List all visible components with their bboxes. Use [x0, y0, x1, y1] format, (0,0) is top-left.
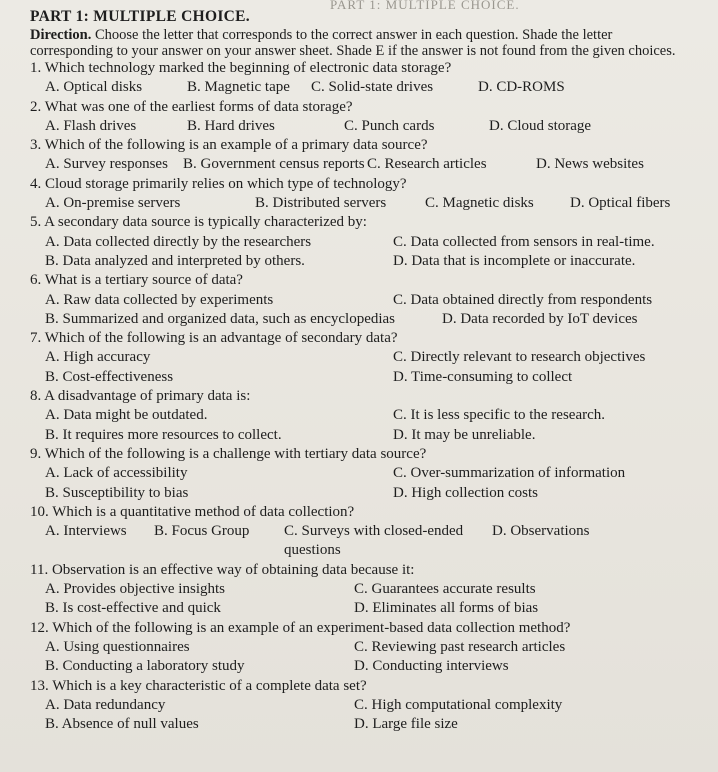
- option-13a: A. Data redundancy: [45, 696, 166, 713]
- question-13: 13. Which is a key characteristic of a complete data set?: [30, 677, 367, 694]
- option-4c: C. Magnetic disks: [425, 195, 534, 212]
- option-6c: C. Data obtained directly from respondents: [393, 291, 653, 308]
- option-10b: B. Focus Group: [154, 523, 250, 540]
- option-13b: B. Absence of null values: [45, 716, 199, 733]
- options-9: [30, 464, 710, 503]
- option-12a: A. Using questionnaires: [45, 638, 190, 655]
- options-2: [30, 117, 710, 136]
- option-2a: A. Flash drives: [45, 117, 137, 134]
- option-2c: C. Punch cards: [344, 117, 435, 134]
- option-6b: B. Summarized and organized data, such as encyclopedias: [45, 310, 396, 327]
- question-8: 8. A disadvantage of primary data is:: [30, 388, 251, 405]
- option-5c: C. Data collected from sensors in real-time.: [393, 233, 655, 250]
- option-7a: A. High accuracy: [45, 349, 151, 366]
- question-9: 9. Which of the following is a challenge with tertiary data source?: [30, 445, 427, 462]
- option-8b: B. It requires more resources to collect.: [45, 426, 282, 443]
- options-1: [30, 78, 710, 97]
- question-10: 10. Which is a quantitative method of data collection?: [30, 503, 355, 520]
- option-10c: C. Surveys with closed-ended questions: [284, 523, 464, 559]
- options-5: [30, 233, 710, 272]
- option-12d: D. Conducting interviews: [354, 658, 509, 675]
- option-1b: B. Magnetic tape: [187, 79, 290, 96]
- option-3a: A. Survey responses: [45, 156, 168, 173]
- option-3c: C. Research articles: [367, 156, 487, 173]
- option-9b: B. Susceptibility to bias: [45, 484, 189, 501]
- option-1c: C. Solid-state drives: [311, 79, 434, 96]
- option-12b: B. Conducting a laboratory study: [45, 658, 245, 675]
- options-6: [30, 291, 710, 310]
- option-6a: A. Raw data collected by experiments: [45, 291, 274, 308]
- option-13c: C. High computational complexity: [354, 696, 563, 713]
- option-1d: D. CD-ROMS: [478, 79, 565, 96]
- option-10d: D. Observations: [492, 523, 590, 540]
- option-10a: A. Interviews: [45, 523, 127, 540]
- direction-label: Direction.: [30, 27, 92, 43]
- option-8a: A. Data might be outdated.: [45, 407, 208, 424]
- option-11d: D. Eliminates all forms of bias: [354, 600, 539, 617]
- option-5b: B. Data analyzed and interpreted by others.: [45, 252, 305, 269]
- option-9c: C. Over-summarization of information: [393, 465, 626, 482]
- question-3: 3. Which of the following is an example of a primary data source?: [30, 137, 428, 154]
- question-7: 7. Which of the following is an advantage of secondary data?: [30, 330, 398, 347]
- option-7d: D. Time-consuming to collect: [393, 368, 573, 385]
- options-6-row2: [30, 310, 710, 329]
- option-1a: A. Optical disks: [45, 79, 143, 96]
- direction-text: Choose the letter that corresponds to the correct answer in each question. Shade the letter corresponding to your answer on your answer sheet. Shade E if the answer is not found from the given choices.: [30, 27, 676, 59]
- option-11b: B. Is cost-effective and quick: [45, 600, 221, 617]
- option-12c: C. Reviewing past research articles: [354, 638, 566, 655]
- option-5d: D. Data that is incomplete or inaccurate.: [393, 252, 636, 269]
- question-2: 2. What was one of the earliest forms of data storage?: [30, 98, 353, 115]
- option-11a: A. Provides objective insights: [45, 581, 225, 598]
- options-4: [30, 194, 710, 213]
- question-12: 12. Which of the following is an example of an experiment-based data collection method?: [30, 619, 571, 636]
- option-8d: D. It may be unreliable.: [393, 426, 536, 443]
- options-12: [30, 638, 710, 677]
- option-3d: D. News websites: [536, 156, 644, 173]
- option-11c: C. Guarantees accurate results: [354, 581, 536, 598]
- question-11: 11. Observation is an effective way of obtaining data because it:: [30, 561, 415, 578]
- option-5a: A. Data collected directly by the researchers: [45, 233, 312, 250]
- part-title: PART 1: MULTIPLE CHOICE.: [30, 8, 250, 25]
- option-8c: C. It is less specific to the research.: [393, 407, 606, 424]
- options-7: [30, 348, 710, 387]
- direction-paragraph: [30, 27, 690, 59]
- option-4d: D. Optical fibers: [570, 195, 671, 212]
- faded-header-text: PART 1: MULTIPLE CHOICE.: [330, 0, 520, 12]
- option-6d: D. Data recorded by IoT devices: [442, 310, 638, 327]
- option-9a: A. Lack of accessibility: [45, 465, 188, 482]
- question-4: 4. Cloud storage primarily relies on which type of technology?: [30, 175, 407, 192]
- question-5: 5. A secondary data source is typically characterized by:: [30, 214, 367, 231]
- option-4a: A. On-premise servers: [45, 195, 181, 212]
- option-2b: B. Hard drives: [187, 117, 275, 134]
- options-10: [30, 522, 710, 561]
- option-13d: D. Large file size: [354, 716, 458, 733]
- question-6: 6. What is a tertiary source of data?: [30, 272, 243, 289]
- option-9d: D. High collection costs: [393, 484, 538, 501]
- options-13: [30, 696, 710, 735]
- option-2d: D. Cloud storage: [489, 117, 592, 134]
- options-8: [30, 406, 710, 445]
- option-4b: B. Distributed servers: [255, 195, 387, 212]
- options-3: [30, 155, 710, 174]
- options-11: [30, 580, 710, 619]
- option-3b: B. Government census reports: [183, 156, 365, 173]
- question-1: 1. Which technology marked the beginning of electronic data storage?: [30, 60, 452, 76]
- option-7c: C. Directly relevant to research objectives: [393, 349, 646, 366]
- option-7b: B. Cost-effectiveness: [45, 368, 174, 385]
